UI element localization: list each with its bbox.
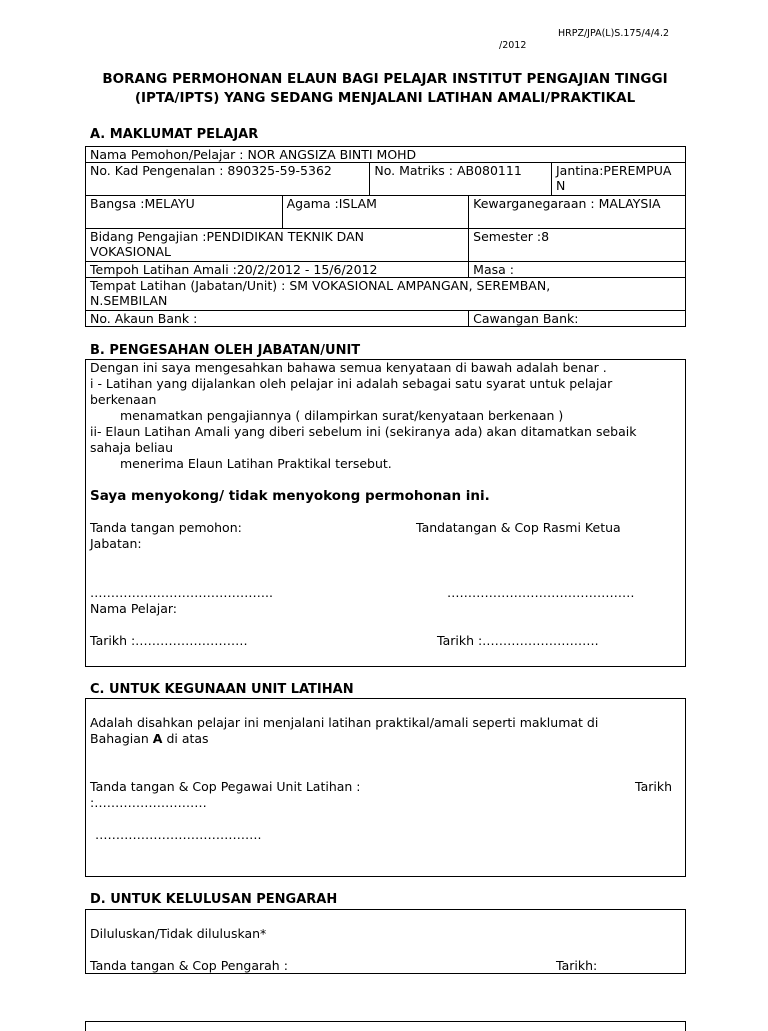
field-tempoh-latihan: Tempoh Latihan Amali :20/2/2012 - 15/6/2012 <box>86 262 469 278</box>
applicant-signature-label: Tanda tangan pemohon: <box>90 520 242 535</box>
section-a-heading: A. MAKLUMAT PELAJAR <box>90 127 259 142</box>
section-b-heading: B. PENGESAHAN OLEH JABATAN/UNIT <box>90 343 361 358</box>
head-signature-line[interactable]: ……………………………………… <box>447 585 635 600</box>
field-kad-pengenalan: No. Kad Pengenalan : 890325-59-5362 <box>86 163 370 196</box>
section-b-item-1: i - Latihan yang dijalankan oleh pelajar ini adalah sebagai satu syarat untuk pelajar berkenaan <box>90 376 613 407</box>
applicant-date[interactable]: Tarikh :……………………… <box>90 633 248 648</box>
section-b-item-1-cont: menamatkan pengajiannya ( dilampirkan surat/kenyataan berkenaan ) <box>120 408 564 423</box>
head-date[interactable]: Tarikh :………………………. <box>437 633 599 648</box>
section-c-heading: C. UNTUK KEGUNAAN UNIT LATIHAN <box>90 682 354 697</box>
section-b-item-2-cont: menerima Elaun Latihan Praktikal tersebut. <box>120 456 392 471</box>
training-officer-signature-label: Tanda tangan & Cop Pegawai Unit Latihan : <box>90 779 361 794</box>
field-bangsa: Bangsa :MELAYU <box>86 196 283 229</box>
student-name-label: Nama Pelajar: <box>90 601 177 616</box>
field-agama: Agama :ISLAM <box>282 196 469 229</box>
section-c-statement: Adalah disahkan pelajar ini menjalani latihan praktikal/amali seperti maklumat di Bahagian A di atas <box>90 715 599 746</box>
section-c-date-line[interactable]: :……………………… <box>90 795 207 810</box>
section-b-intro: Dengan ini saya mengesahkan bahawa semua kenyataan di bawah adalah benar . <box>90 360 607 375</box>
field-semester: Semester :8 <box>469 229 686 262</box>
field-nama: Nama Pemohon/Pelajar : NOR ANGSIZA BINTI MOHD <box>86 147 686 163</box>
director-signature-label: Tanda tangan & Cop Pengarah : <box>90 958 288 973</box>
form-title-line1: BORANG PERMOHONAN ELAUN BAGI PELAJAR INSTITUT PENGAJIAN TINGGI <box>102 71 668 87</box>
field-tempat-latihan: Tempat Latihan (Jabatan/Unit) : SM VOKASIONAL AMPANGAN, SEREMBAN, N.SEMBILAN <box>86 278 686 311</box>
reference-year: /2012 <box>499 40 527 51</box>
section-d-heading: D. UNTUK KELULUSAN PENGARAH <box>90 892 338 907</box>
approval-status: Diluluskan/Tidak diluluskan* <box>90 926 267 941</box>
field-jantina: Jantina:PEREMPUAN <box>551 163 685 196</box>
field-no-akaun-bank: No. Akaun Bank : <box>86 311 469 327</box>
field-cawangan-bank: Cawangan Bank: <box>469 311 686 327</box>
reference-code: HRPZ/JPA(L)S.175/4/4.2 <box>558 28 670 39</box>
student-info-table <box>85 146 686 327</box>
support-statement: Saya menyokong/ tidak menyokong permohonan ini. <box>90 488 490 504</box>
field-masa: Masa : <box>469 262 686 278</box>
form-title-line2: (IPTA/IPTS) YANG SEDANG MENJALANI LATIHAN AMALI/PRAKTIKAL <box>134 90 636 106</box>
applicant-signature-line[interactable]: …………………………………….. <box>90 585 273 600</box>
field-kewarganegaraan: Kewarganegaraan : MALAYSIA <box>469 196 686 229</box>
head-signature-label-b: Jabatan: <box>90 536 142 551</box>
field-no-matriks: No. Matriks : AB080111 <box>370 163 552 196</box>
director-date-label: Tarikh: <box>556 958 598 973</box>
section-c-date-label: Tarikh <box>635 779 672 794</box>
head-signature-label-a: Tandatangan & Cop Rasmi Ketua <box>416 520 621 535</box>
training-officer-signature-line[interactable]: …………………………………. <box>95 827 262 842</box>
field-bidang-pengajian: Bidang Pengajian :PENDIDIKAN TEKNIK DAN VOKASIONAL <box>86 229 469 262</box>
section-b-item-2: ii- Elaun Latihan Amali yang diberi sebelum ini (sekiranya ada) akan ditamatkan sebaik sahaja beliau <box>90 424 637 455</box>
next-section-box <box>85 1021 686 1031</box>
